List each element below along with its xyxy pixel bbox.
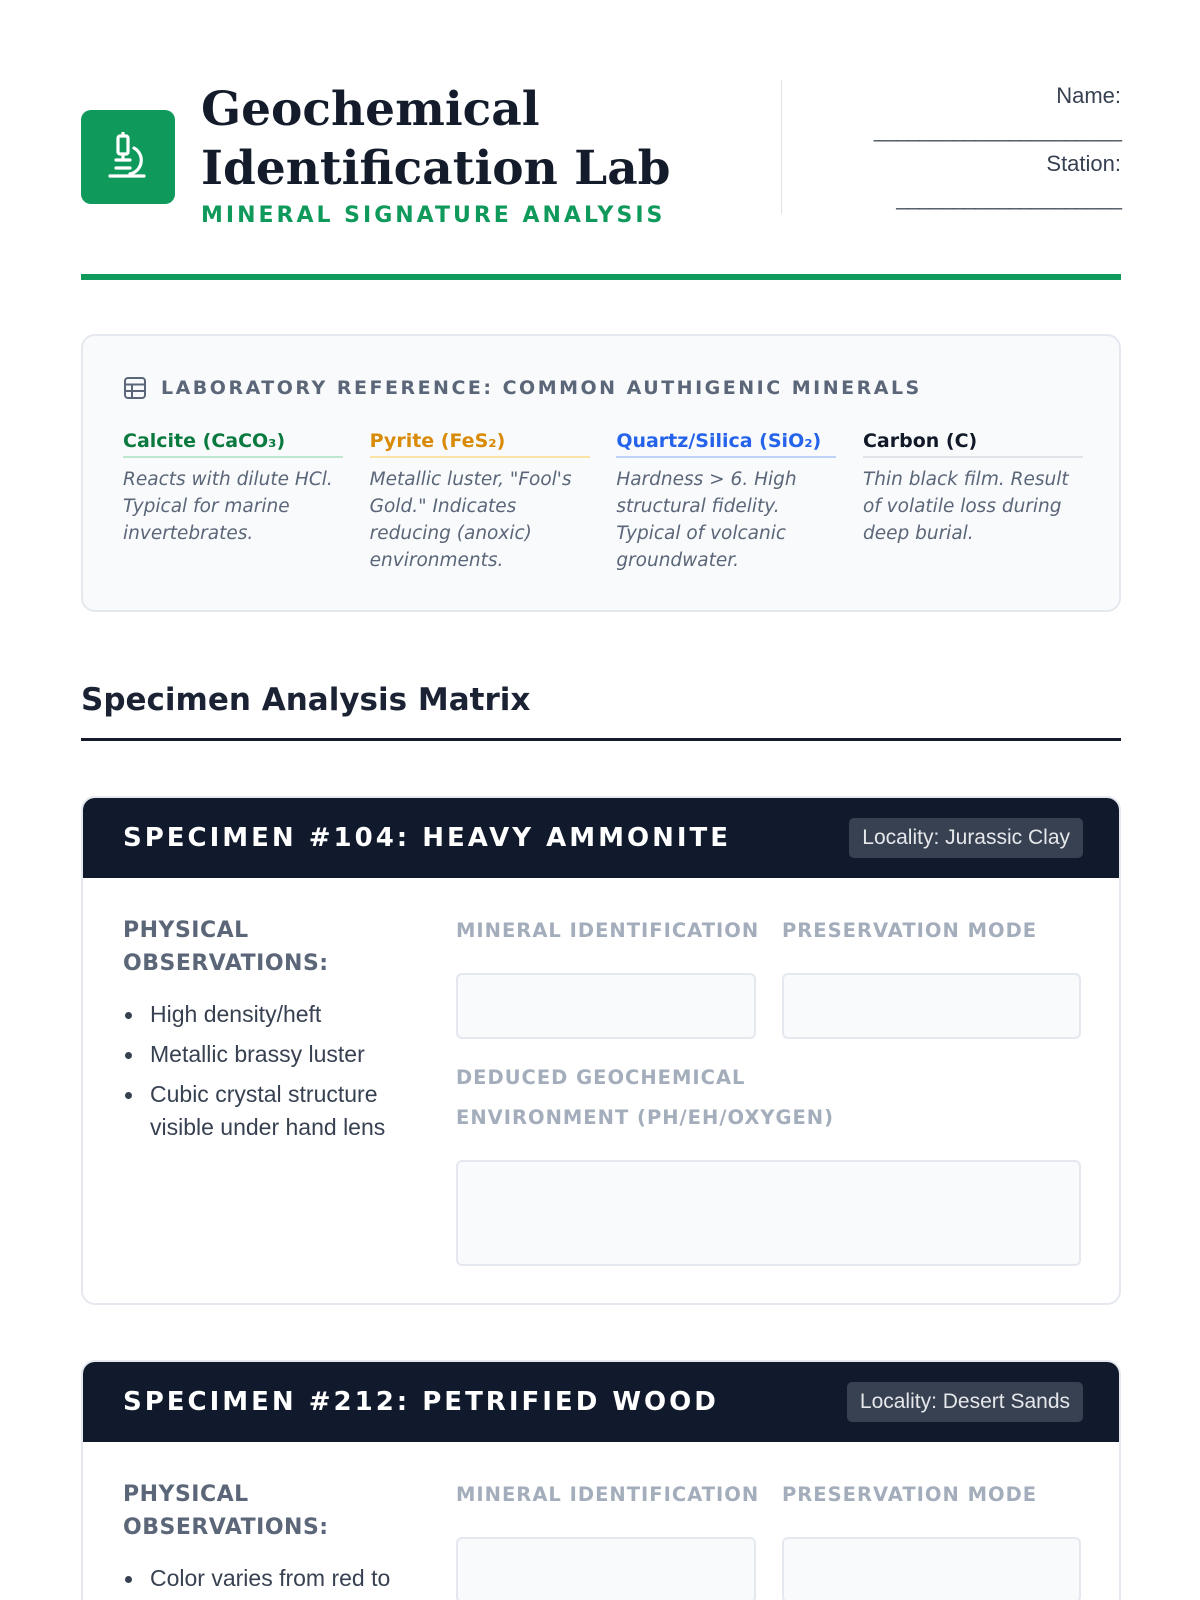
preservation-input[interactable] [782,973,1081,1039]
observations-list [123,1562,423,1600]
section-title: Specimen Analysis Matrix [81,682,531,718]
list-item: High density/heft [123,998,423,1031]
list-item: Color varies from red to [123,1562,423,1595]
header [81,80,1121,228]
reference-header [123,376,922,400]
student-info [821,82,1121,218]
mineral-description: Thin black film. Result of volatile loss during deep burial. [862,469,1069,544]
mineral-id-label: MINERAL IDENTIFICATION [456,919,760,942]
header-divider [781,80,782,214]
environment-input[interactable] [456,1160,1081,1266]
table-icon [123,376,147,400]
specimen-title: SPECIMEN #104: HEAVY AMMONITE [123,823,732,853]
mineral-pyrite [370,428,590,574]
name-blank[interactable]: ______________________ [873,117,1121,142]
list-item: Metallic brassy luster [123,1038,423,1071]
preservation-label: PRESERVATION MODE [782,1483,1038,1506]
environment-label: DEDUCED GEOCHEMICAL ENVIRONMENT (PH/EH/OXYGEN) [456,1066,835,1129]
mineral-quartz [616,428,836,574]
specimen-card-104 [81,796,1121,1305]
mineral-name: Quartz/Silica (SiO₂) [616,428,836,458]
mineral-description: Metallic luster, "Fool's Gold." Indicates reducing (anoxic) environments. [369,469,572,571]
header-rule [81,274,1121,280]
mineral-list [123,428,1083,574]
logo [81,110,175,204]
observations-title: PHYSICAL OBSERVATIONS: [123,918,329,976]
specimen-header [83,798,1121,878]
station-label: Station: [1046,151,1121,176]
reference-card [81,334,1121,612]
specimen-header [83,1362,1121,1442]
mineral-carbon [863,428,1083,574]
mineral-name: Carbon (C) [863,428,1083,458]
mineral-id-input[interactable] [456,973,756,1039]
preservation-input[interactable] [782,1537,1081,1600]
mineral-name: Calcite (CaCO₃) [123,428,343,458]
specimen-card-212 [81,1360,1121,1600]
page-title: Geochemical Identification Lab [201,82,671,196]
list-item: Cubic crystal structure visible under hand lens [123,1078,423,1144]
mineral-description: Reacts with dilute HCl. Typical for marine invertebrates. [123,469,333,544]
mineral-id-input[interactable] [456,1537,756,1600]
mineral-description: Hardness > 6. High structural fidelity. Typical of volcanic groundwater. [616,469,797,571]
page-subtitle: MINERAL SIGNATURE ANALYSIS [201,203,666,228]
locality-badge: Locality: Jurassic Clay [849,818,1083,858]
mineral-id-label: MINERAL IDENTIFICATION [456,1483,760,1506]
section-rule [81,738,1121,741]
station-blank[interactable]: ____________________ [896,185,1121,210]
reference-title: LABORATORY REFERENCE: COMMON AUTHIGENIC MINERALS [161,377,922,399]
mineral-name: Pyrite (FeS₂) [370,428,590,458]
observations-list [123,998,423,1151]
name-label: Name: [1056,83,1121,108]
microscope-icon [104,132,152,182]
locality-badge: Locality: Desert Sands [847,1382,1083,1422]
observations-title: PHYSICAL OBSERVATIONS: [123,1482,329,1540]
mineral-calcite [123,428,343,574]
preservation-label: PRESERVATION MODE [782,919,1038,942]
specimen-title: SPECIMEN #212: PETRIFIED WOOD [123,1387,719,1417]
